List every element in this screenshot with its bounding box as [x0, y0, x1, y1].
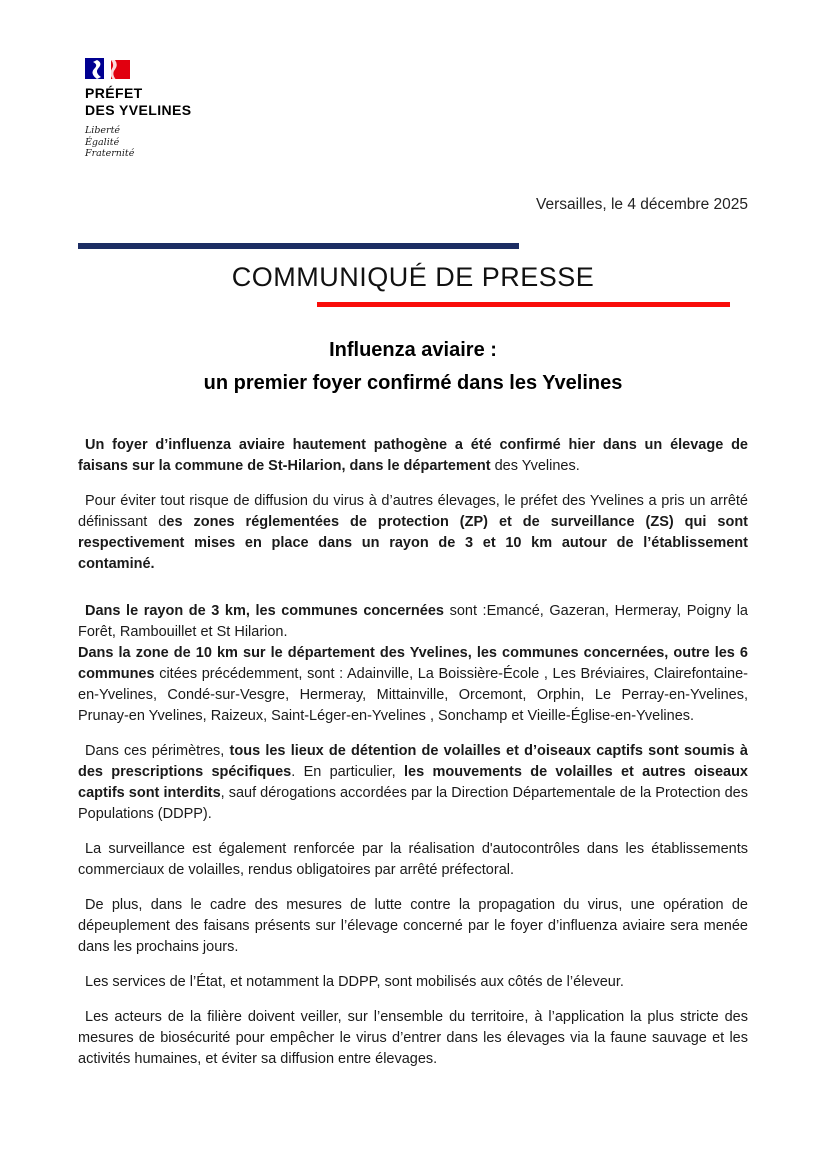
republic-motto [85, 125, 285, 160]
paragraph [78, 491, 748, 575]
bold-text-segment: Un foyer d’influenza aviaire hautement pathogène a été confirmé hier dans un élevage de faisans sur la commune de St-Hilarion, dans le département [78, 436, 748, 474]
paragraph [78, 972, 748, 993]
text-segment: Les acteurs de la filière doivent veiller, sur l’ensemble du territoire, à l’application la plus stricte des mesures de biosécurité pour empêcher le virus d’entrer dans les élevages via la faune sauvage et les activités humaines, et éviter sa diffusion entre élevages. [78, 1008, 748, 1067]
logo-line2: DES YVELINES [85, 102, 192, 118]
dateline: Versailles, le 4 décembre 2025 [536, 195, 748, 213]
press-release-body [78, 435, 748, 1070]
paragraph [78, 1007, 748, 1070]
red-rule [317, 302, 730, 307]
motto-liberte: Liberté [85, 125, 121, 136]
bold-text-segment: es zones réglementées de protection (ZP) et de surveillance (ZS) qui sont respectivement mises en place dans un rayon de 3 et 10 km autour de l’établissement contaminé. [78, 513, 749, 572]
prefecture-name [85, 85, 285, 119]
bold-text-segment: tous les lieux de détention de volailles et d’oiseaux captifs sont soumis à des prescriptions spécifiques [78, 742, 748, 780]
motto-fraternite: Fraternité [85, 148, 135, 159]
bold-text-segment: les mouvements de volailles et autres oiseaux captifs sont interdits [78, 763, 748, 801]
prefecture-logo-block [85, 58, 285, 160]
text-segment: Dans ces périmètres, [85, 742, 230, 759]
bold-text-segment: Dans le rayon de 3 km, les communes concernées [85, 602, 444, 619]
paragraph [78, 741, 748, 825]
main-title [0, 334, 826, 400]
motto-egalite: Égalité [85, 136, 120, 148]
text-segment: Les services de l’État, et notamment la DDPP, sont mobilisés aux côtés de l’éleveur. [85, 973, 624, 990]
text-segment: Pour éviter tout risque de diffusion du virus à d’autres élevages, le préfet des Yvelines a pris un arrêté définissant d [78, 492, 748, 530]
paragraph [78, 435, 748, 477]
bold-text-segment: Dans la zone de 10 km sur le département des Yvelines, les communes concernées, outre les 6 communes [78, 644, 748, 682]
text-segment: des Yvelines. [490, 457, 580, 474]
text-segment: citées précédemment, sont : Adainville, La Boissière-École , Les Bréviaires, Clairefontaine-en-Yvelines, Condé-sur-Vesgre, Hermeray, Mittainville, Orcemont, Orphin, Le Perray-en-Yvelines, Prunay-en Yvelines, Raizeux, Saint-Léger-en-Yvelines , Sonchamp et Vieille-Église-en-Yvelines. [78, 665, 748, 724]
french-flag-icon [85, 58, 130, 81]
paragraph [78, 643, 748, 727]
title-line1: Influenza aviaire : [329, 338, 497, 361]
logo-line1: PRÉFET [85, 85, 143, 101]
text-segment: , sauf dérogations accordées par la Direction Départementale de la Protection des Populations (DDPP). [78, 784, 748, 822]
paragraph [78, 601, 748, 643]
paragraph [78, 839, 748, 881]
text-segment: La surveillance est également renforcée par la réalisation d'autocontrôles dans les établissements commerciaux de volailles, rendus obligatoires par arrêté préfectoral. [78, 840, 748, 878]
press-release-kicker: COMMUNIQUÉ DE PRESSE [231, 261, 595, 292]
paragraph [78, 895, 748, 958]
text-segment: . En particulier, [291, 763, 404, 780]
navy-rule [78, 243, 519, 249]
title-line2: un premier foyer confirmé dans les Yvelines [203, 371, 623, 394]
text-segment: sont :Emancé, Gazeran, Hermeray, Poigny la Forêt, Rambouillet et St Hilarion. [78, 602, 748, 640]
text-segment: De plus, dans le cadre des mesures de lutte contre la propagation du virus, une opération de dépeuplement des faisans présents sur l’élevage concerné par le foyer d’influenza aviaire sera menée dans les prochains jours. [78, 896, 748, 955]
